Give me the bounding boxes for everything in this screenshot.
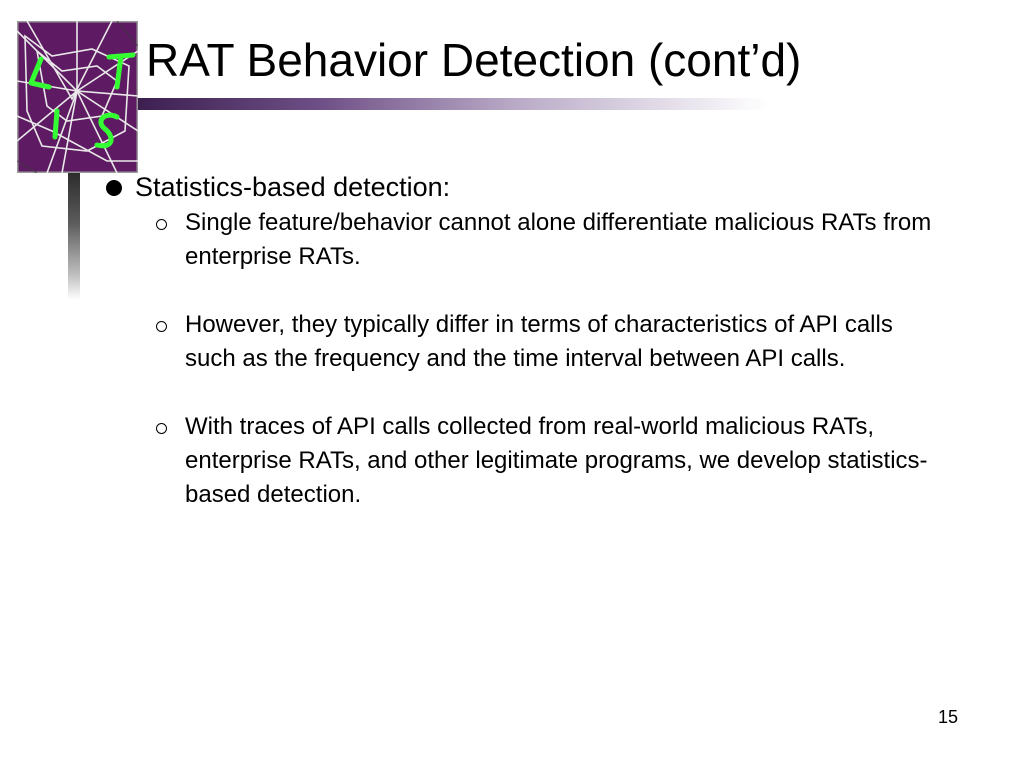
left-accent-bar bbox=[68, 170, 80, 300]
bullet-text: Statistics-based detection: bbox=[135, 172, 451, 202]
sub-bullet-text: With traces of API calls collected from real-world malicious RATs, enterprise RATs, and other legitimate programs, we develop statistics-based detection. bbox=[185, 413, 928, 508]
hollow-circle-bullet-icon bbox=[156, 321, 167, 332]
title-underline-rule bbox=[128, 98, 768, 110]
sub-bullet-item bbox=[156, 410, 986, 512]
slide-content bbox=[106, 170, 986, 546]
bullet-item bbox=[106, 170, 986, 204]
sub-bullet-text: Single feature/behavior cannot alone differentiate malicious RATs from enterprise RATs. bbox=[185, 209, 932, 270]
sub-bullet-item bbox=[156, 308, 986, 376]
hollow-circle-bullet-icon bbox=[156, 219, 167, 230]
sub-bullet-text: However, they typically differ in terms of characteristics of API calls such as the frequency and the time interval between API calls. bbox=[185, 311, 893, 372]
hollow-circle-bullet-icon bbox=[156, 423, 167, 434]
sub-bullet-list bbox=[106, 206, 986, 512]
logo-image bbox=[17, 21, 138, 173]
slide-title: RAT Behavior Detection (cont’d) bbox=[146, 34, 802, 86]
sub-bullet-item bbox=[156, 206, 986, 274]
bullet-dot-icon bbox=[106, 180, 122, 196]
page-number: 15 bbox=[938, 707, 959, 727]
